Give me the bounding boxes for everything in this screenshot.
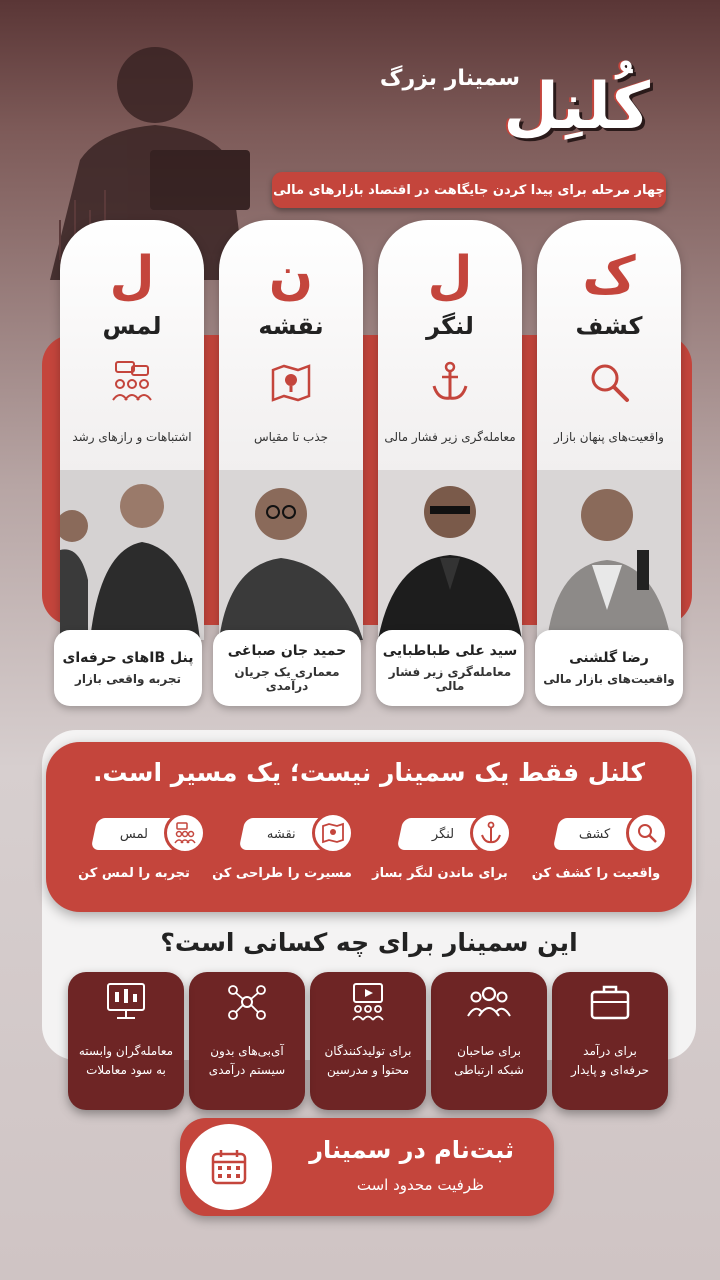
card-line2: شبکه ارتباطی xyxy=(454,1063,524,1077)
anchor-icon xyxy=(428,360,472,404)
people-icon xyxy=(467,982,511,1022)
step-label: لمس xyxy=(119,826,148,842)
speaker-role: معامله‌گری زیر فشار مالی xyxy=(388,665,512,693)
speaker-nameplate xyxy=(376,630,524,706)
path-title: کلنل فقط یک سمینار نیست؛ یک مسیر است. xyxy=(92,758,646,787)
speaker-name: پنل IBهای حرفه‌ای xyxy=(62,650,194,666)
column-letter: ل xyxy=(109,246,155,306)
speaker-nameplate xyxy=(54,630,202,706)
column-kashf xyxy=(537,220,681,640)
speaker-name: حمید جان صباغی xyxy=(227,643,347,659)
audience-card xyxy=(552,972,668,1110)
step-label: کشف xyxy=(578,826,610,842)
register-button[interactable] xyxy=(180,1118,554,1216)
calendar-icon xyxy=(186,1124,272,1210)
card-line2: سیستم درآمدی xyxy=(208,1063,286,1077)
speaker-role: تجربه واقعی بازار xyxy=(74,672,182,686)
path-step-langar xyxy=(370,816,510,896)
column-word: نقشه xyxy=(258,312,324,340)
audience-title: این سمینار برای چه کسانی است؟ xyxy=(160,928,578,957)
tagline: چهار مرحله برای پیدا کردن جایگاهت در اقتصاد بازارهای مالی xyxy=(272,172,666,208)
register-title: ثبت‌نام در سمینار xyxy=(309,1136,514,1164)
magnifier-icon xyxy=(587,360,631,404)
column-letter: ن xyxy=(268,246,314,306)
step-caption: تجربه را لمس کن xyxy=(78,866,190,881)
magnifier-icon xyxy=(626,812,668,854)
audience-card xyxy=(68,972,184,1110)
step-label: نقشه xyxy=(267,826,296,842)
column-desc: اشتباهات و رازهای رشد xyxy=(72,430,192,444)
audience-card xyxy=(310,972,426,1110)
anchor-icon xyxy=(470,812,512,854)
card-line2: به سود معاملات xyxy=(86,1063,166,1077)
speaker-photo xyxy=(378,470,522,640)
path-step-kashf xyxy=(526,816,666,896)
speaker-photo xyxy=(537,470,681,640)
card-line1: برای صاحبان xyxy=(457,1044,521,1058)
card-line1: معامله‌گران وابسته xyxy=(78,1044,174,1058)
group-chat-icon xyxy=(164,812,206,854)
column-desc: جذب تا مقیاس xyxy=(253,430,329,444)
speaker-name: رضا گلشنی xyxy=(569,650,649,666)
column-letter: ل xyxy=(427,246,473,306)
card-line1: برای درآمد xyxy=(583,1044,637,1058)
speaker-photo xyxy=(60,470,204,640)
path-step-lams xyxy=(64,816,204,896)
map-icon xyxy=(312,812,354,854)
column-lams xyxy=(60,220,204,640)
header-subtitle: سمینار بزرگ xyxy=(379,66,520,91)
column-word: کشف xyxy=(575,312,643,340)
header-title: کُلنِل xyxy=(503,70,650,144)
candlestick-monitor-icon xyxy=(104,982,148,1022)
briefcase-icon xyxy=(588,982,632,1022)
speaker-name: سید علی طباطبایی xyxy=(382,643,518,659)
path-step-naghsheh xyxy=(212,816,352,896)
speaker-nameplate xyxy=(213,630,361,706)
register-subtitle: ظرفیت محدود است xyxy=(356,1176,484,1194)
column-naghsheh xyxy=(219,220,363,640)
step-caption: برای ماندن لنگر بساز xyxy=(372,866,508,881)
map-icon xyxy=(269,360,313,404)
column-langar xyxy=(378,220,522,640)
network-icon xyxy=(225,982,269,1022)
speaker-role: معماری یک جریان درآمدی xyxy=(234,665,340,693)
audience-card xyxy=(189,972,305,1110)
column-desc: واقعیت‌های پنهان بازار xyxy=(554,430,664,444)
card-line1: برای تولیدکنندگان xyxy=(324,1044,412,1058)
step-caption: مسیرت را طراحی کن xyxy=(212,866,352,881)
column-word: لنگر xyxy=(426,312,474,340)
card-line2: حرفه‌ای و پایدار xyxy=(570,1063,650,1077)
card-line1: آی‌بی‌های بدون xyxy=(210,1044,284,1058)
card-line2: محتوا و مدرسین xyxy=(326,1063,410,1077)
step-caption: واقعیت را کشف کن xyxy=(531,866,661,881)
column-word: لمس xyxy=(102,312,162,340)
speaker-nameplate xyxy=(535,630,683,706)
step-label: لنگر xyxy=(431,826,454,842)
column-desc: معامله‌گری زیر فشار مالی xyxy=(384,430,516,444)
group-chat-icon xyxy=(110,360,154,404)
column-letter: ک xyxy=(582,246,636,306)
speaker-role: واقعیت‌های بازار مالی xyxy=(543,672,675,686)
video-audience-icon xyxy=(346,982,390,1022)
speaker-photo xyxy=(219,470,363,640)
audience-card xyxy=(431,972,547,1110)
